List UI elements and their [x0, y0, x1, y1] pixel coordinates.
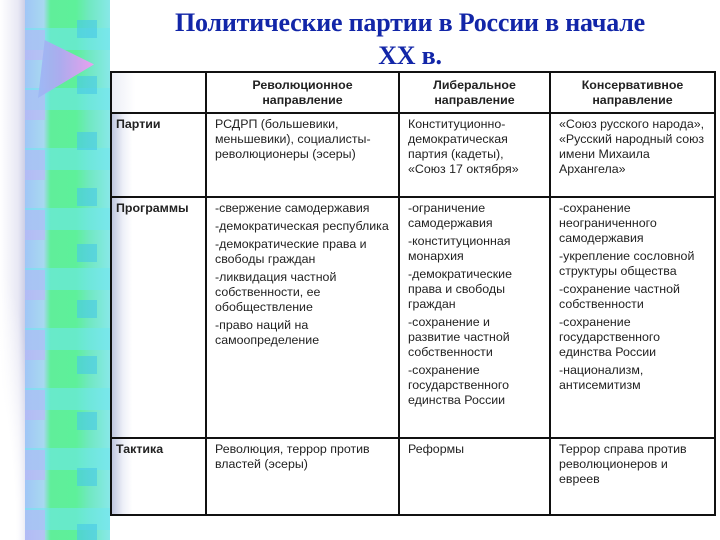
cell-parties-conservative [550, 113, 715, 197]
cell-parties-liberal [399, 113, 550, 197]
program-item: -ликвидация частной собственности, ее обобществление [215, 270, 337, 314]
cell-parties-revolutionary [206, 113, 399, 197]
row-label-parties: Партии [111, 113, 206, 197]
cell-programs-conservative [550, 197, 715, 438]
program-item: -конституционная монархия [408, 234, 511, 263]
program-item: -сохранение частной собственности [559, 282, 680, 311]
program-item: -сохранение неограниченного самодержавия [559, 201, 657, 245]
program-item: -демократическая республика [215, 219, 389, 233]
table-header-row [111, 72, 715, 113]
program-item: -право наций на самоопределение [215, 318, 320, 347]
program-item: -укрепление сословной структуры общества [559, 249, 695, 278]
cell-text: Революция, террор против властей (эсеры) [215, 442, 370, 471]
title-line-2: XX в. [378, 41, 442, 70]
program-item: -демократические права и свободы граждан [215, 237, 367, 266]
program-item: -национализм, антисемитизм [559, 363, 644, 392]
cell-text: Реформы [408, 442, 465, 456]
row-label-programs: Программы [111, 197, 206, 438]
row-label-tactics: Тактика [111, 438, 206, 515]
cell-tactics-conservative [550, 438, 715, 515]
table-row-programs [111, 197, 715, 438]
cell-tactics-liberal [399, 438, 550, 515]
program-item: -ограничение самодержавия [408, 201, 493, 230]
program-item: -сохранение и развитие частной собственности [408, 315, 510, 359]
header-corner-cell [111, 72, 206, 113]
program-item: -сохранение государственного единства России [559, 315, 661, 359]
cell-text: РСДРП (большевики, меньшевики), социалисты-революционеры (эсеры) [215, 117, 371, 161]
cell-text: Конституционно-демократическая партия (кадеты), «Союз 17 октября» [408, 117, 519, 176]
cell-tactics-revolutionary [206, 438, 399, 515]
program-item: -демократические права и свободы граждан [408, 267, 512, 311]
table-row-parties [111, 113, 715, 197]
cell-text: «Союз русского народа», «Русский народный союз имени Михаила Архангела» [559, 117, 705, 176]
cell-text: Террор справа против революционеров и евреев [559, 442, 687, 486]
slide-title [110, 6, 710, 72]
decorative-gradient-strip [25, 0, 110, 540]
header-revolutionary: Революционное направление [206, 72, 399, 113]
table-row-tactics [111, 438, 715, 515]
program-item: -сохранение государственного единства России [408, 363, 510, 407]
header-conservative: Консервативное направление [550, 72, 715, 113]
parties-comparison-table [110, 71, 716, 516]
title-line-1: Политические партии в России в начале [174, 8, 645, 37]
program-item: -свержение самодержавия [215, 201, 370, 215]
cell-programs-liberal [399, 197, 550, 438]
header-liberal: Либеральное направление [399, 72, 550, 113]
cell-programs-revolutionary [206, 197, 399, 438]
